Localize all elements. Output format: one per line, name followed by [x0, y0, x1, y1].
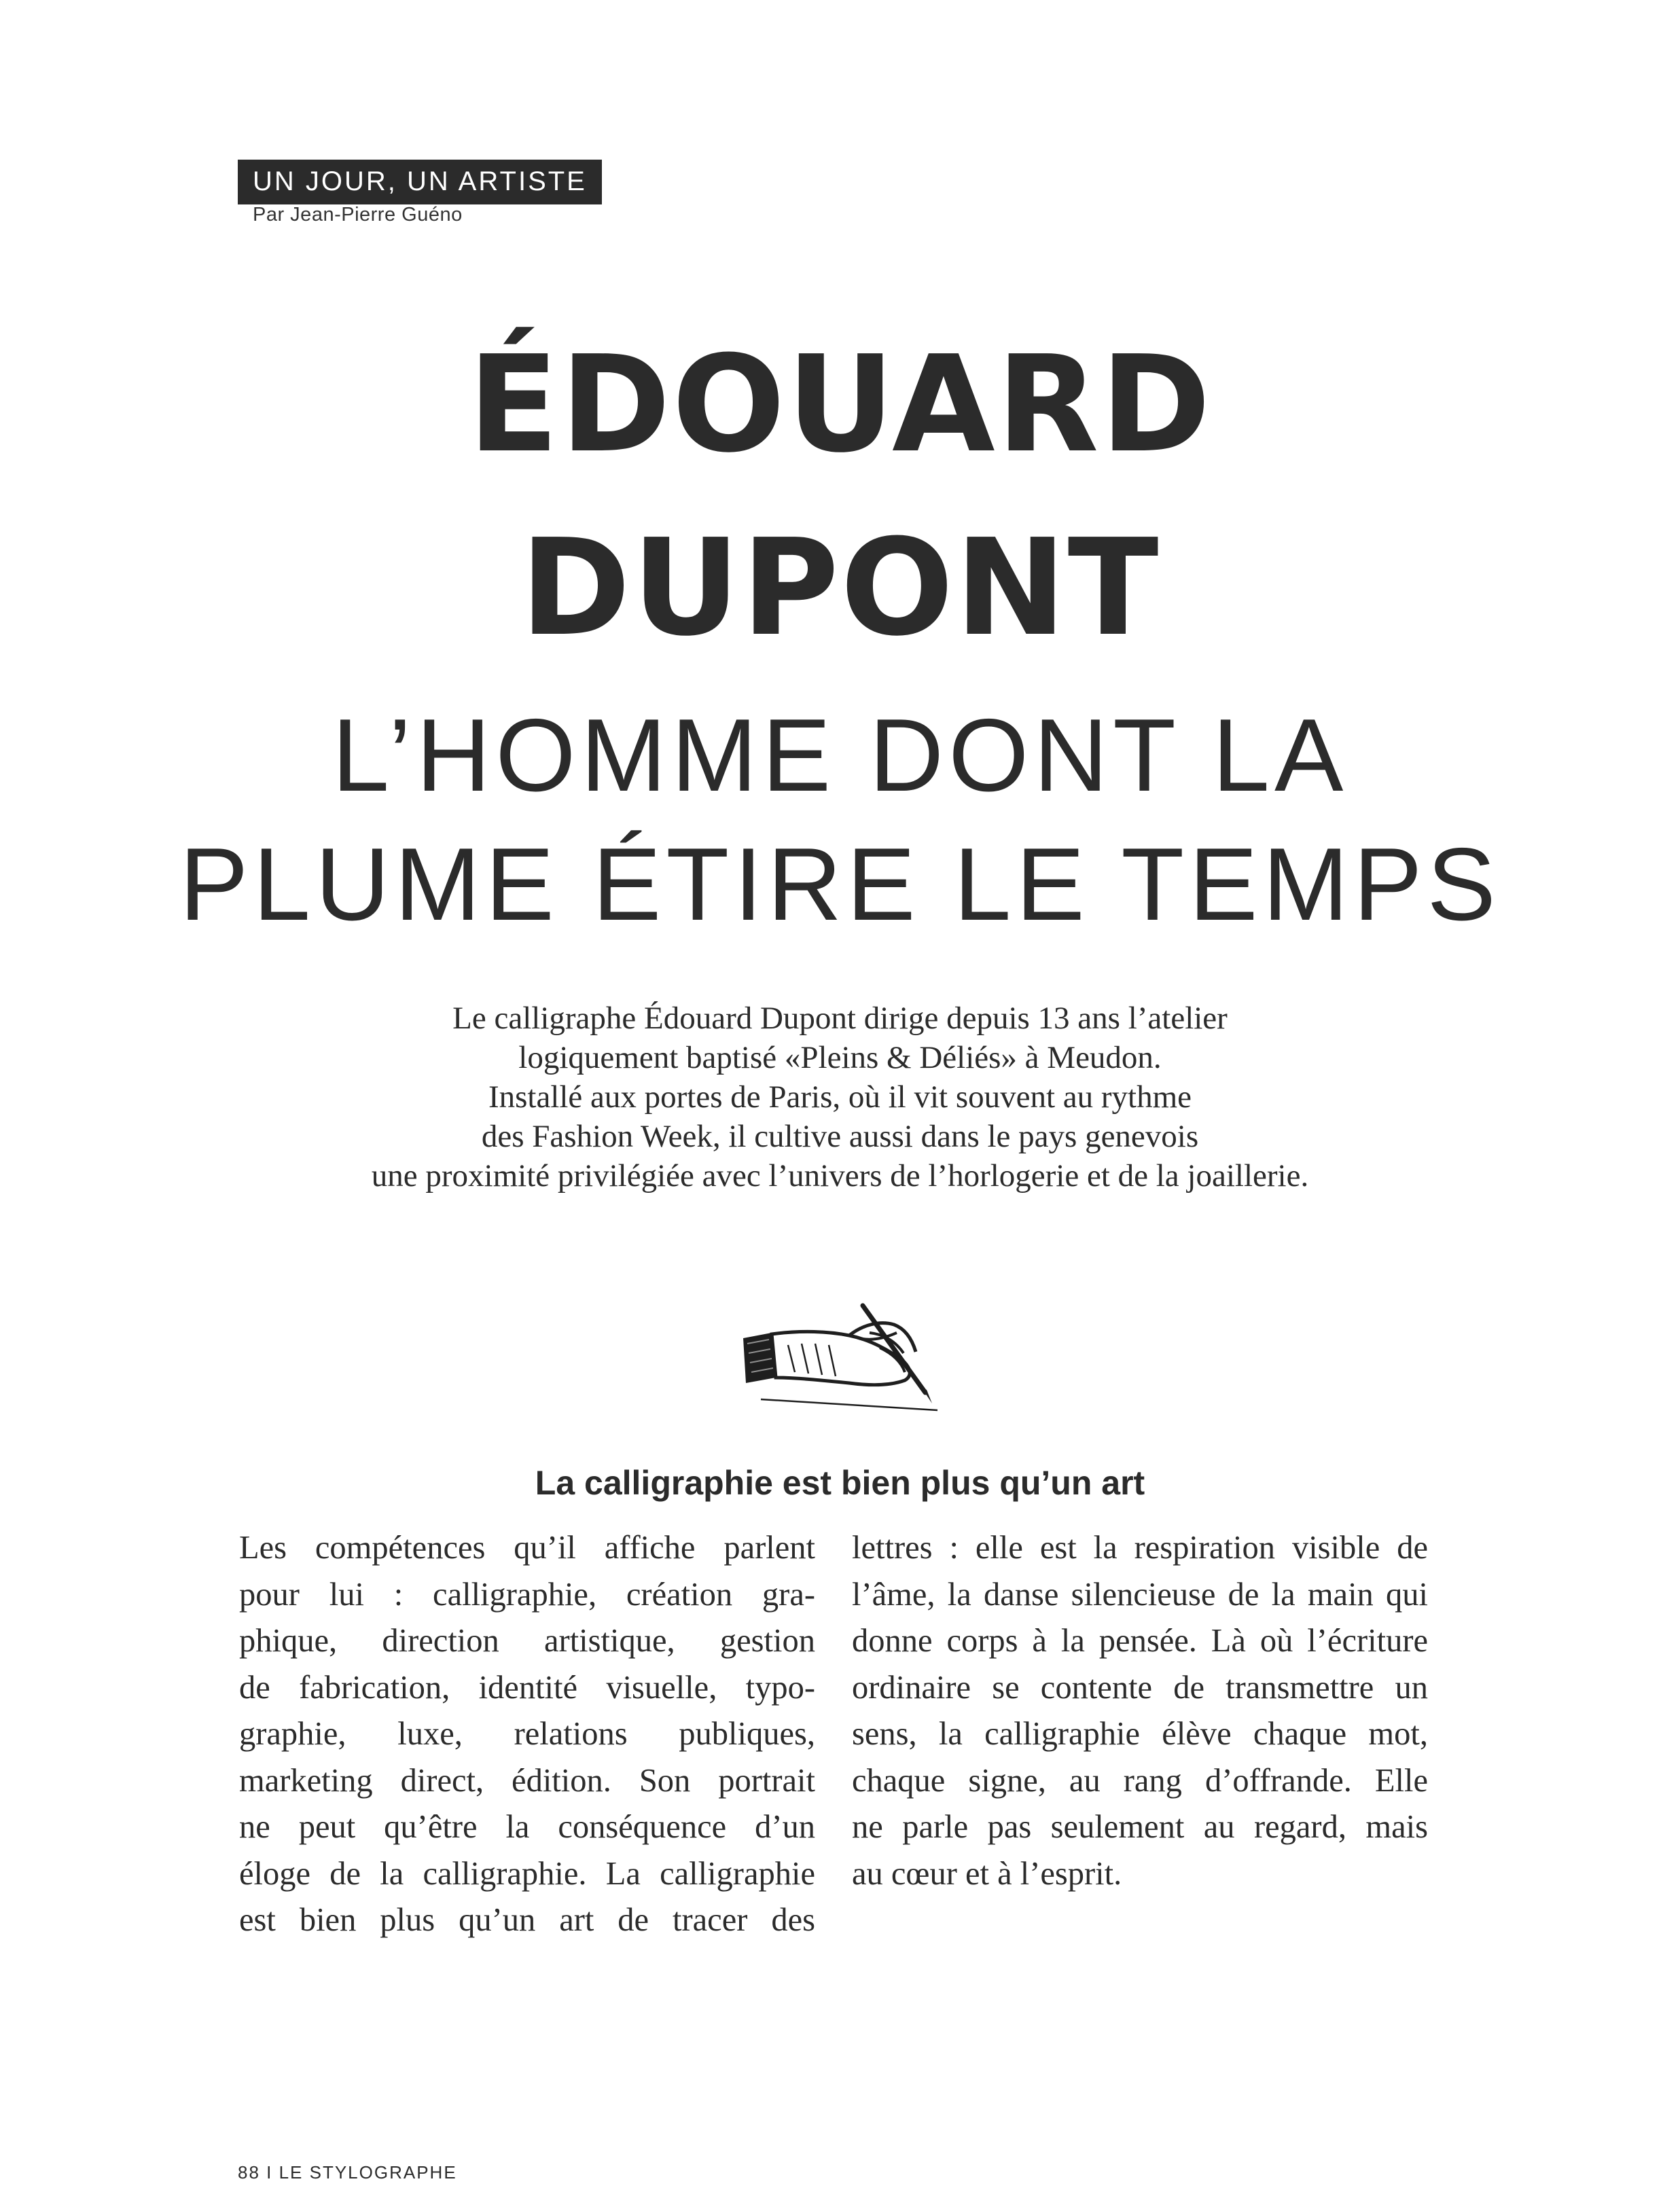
body-line: marketing direct, édition. Son portrait — [239, 1762, 815, 1799]
intro-line: Installé aux portes de Paris, où il vit souvent au rythme — [488, 1079, 1192, 1115]
body-line: sens, la calligraphie élève chaque mot, — [852, 1716, 1428, 1752]
body-line: lettres : elle est la respiration visible de — [852, 1530, 1428, 1566]
body-column-left — [239, 1525, 815, 1944]
body-line: au cœur et à l’esprit. — [852, 1855, 1122, 1892]
body-line: l’âme, la danse silencieuse de la main qui — [852, 1576, 1428, 1613]
body-line: pour lui : calligraphie, création gra- — [239, 1576, 815, 1613]
section-rubric: UN JOUR, UN ARTISTE — [238, 160, 602, 204]
body-line: ordinaire se contente de transmettre un — [852, 1669, 1428, 1706]
page-folio: 88 I LE STYLOGRAPHE — [238, 2162, 457, 2183]
subtitle-line-1: L’HOMME DONT LA — [332, 698, 1348, 813]
intro-line: Le calligraphe Édouard Dupont dirige depuis 13 ans l’atelier — [452, 1001, 1228, 1036]
writing-hand-icon — [734, 1291, 951, 1413]
intro-line: une proximité privilégiée avec l’univers de l’horlogerie et de la joaillerie. — [371, 1158, 1309, 1194]
body-line: ne parle pas seulement au regard, mais — [852, 1809, 1428, 1845]
section-heading: La calligraphie est bien plus qu’un art — [535, 1464, 1145, 1502]
body-line: chaque signe, au rang d’offrande. Elle — [852, 1762, 1428, 1799]
author-byline: Par Jean-Pierre Guéno — [253, 204, 463, 226]
intro-line: logiquement baptisé «Pleins & Déliés» à Meudon. — [518, 1040, 1162, 1075]
body-line: éloge de la calligraphie. La calligraphie — [239, 1855, 815, 1892]
intro-paragraph — [272, 999, 1408, 1196]
intro-line: des Fashion Week, il cultive aussi dans le pays genevois — [481, 1119, 1199, 1154]
title-line-1: ÉDOUARD — [467, 327, 1213, 482]
subtitle-line-2: PLUME ÉTIRE LE TEMPS — [179, 827, 1501, 942]
title-line-2: DUPONT — [520, 511, 1160, 666]
body-line: est bien plus qu’un art de tracer des — [239, 1902, 815, 1938]
body-line: phique, direction artistique, gestion — [239, 1623, 815, 1659]
body-line: donne corps à la pensée. Là où l’écriture — [852, 1623, 1428, 1659]
body-line: ne peut qu’être la conséquence d’un — [239, 1809, 815, 1845]
body-line: graphie, luxe, relations publiques, — [239, 1716, 815, 1752]
body-column-right — [852, 1525, 1428, 1897]
body-line: de fabrication, identité visuelle, typo- — [239, 1669, 815, 1706]
body-line: Les compétences qu’il affiche parlent — [239, 1530, 815, 1566]
